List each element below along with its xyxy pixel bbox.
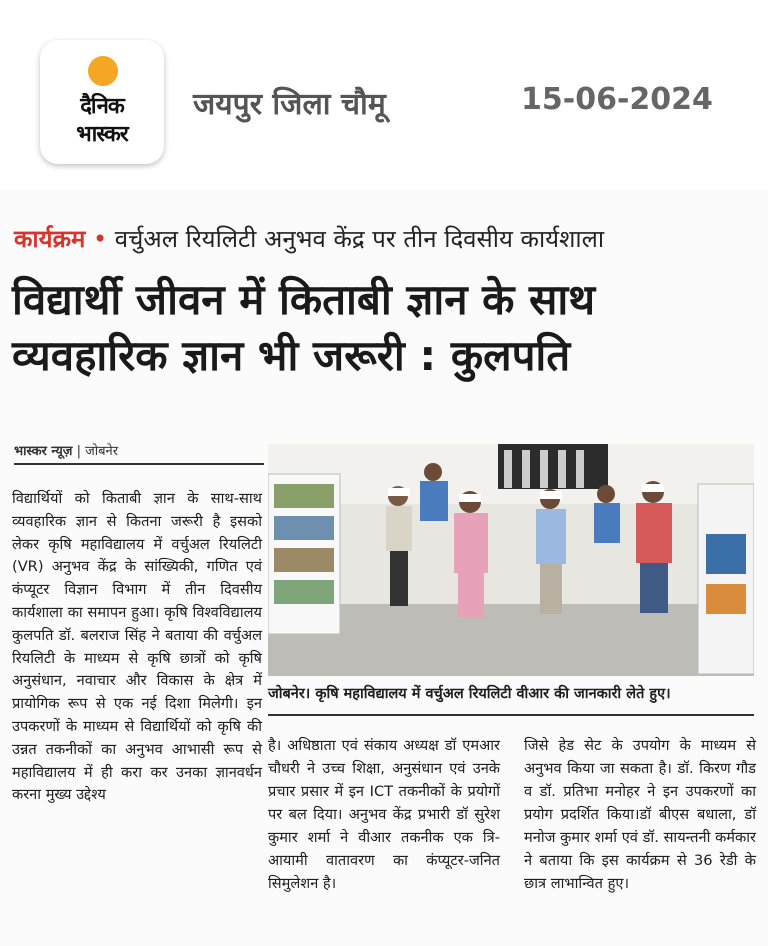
headline-line1: विद्यार्थी जीवन में किताबी ज्ञान के साथ — [12, 275, 596, 324]
news-photo — [268, 444, 754, 676]
article-column-1: विद्यार्थियों को किताबी ज्ञान के साथ-साथ व्यवहारिक ज्ञान से कितना जरूरी है इसको लेकर कृषि महाविद्यालय में वर्चुअल रियलिटी (VR) अनुभव केंद्र के सांख्यिकी, गणित एवं कंप्यूटर विज्ञान विभाग में तीन दिवसीय कार्यशाला का समापन हुआ। कृषि विश्वविद्यालय कुलपति डॉ. बलराज सिंह ने बताया की वर्चुअल रियलिटी के माध्यम से कृषि छात्रों को कृषि अनुसंधान, नवाचार और विकास के क्षेत्र में प्रायोगिक रूप से एक नई दिशा मिलेगी। इन उपकरणों के माध्यम से विद्यार्थियों को कृषि की उन्नत तकनीकों का अनुभव आभासी रूप से महाविद्यालय में ही करा कर उनका ज्ञानवर्धन करना मुख्य उद्देश्य — [12, 490, 262, 804]
byline — [14, 441, 264, 465]
headline — [12, 272, 760, 384]
sun-icon — [88, 56, 118, 86]
photo-illustration — [268, 444, 754, 676]
headline-line2: व्यवहारिक ज्ञान भी जरूरी : कुलपति — [12, 331, 571, 380]
article-column-2: है। अधिष्ठाता एवं संकाय अध्यक्ष डॉ एमआर चौधरी ने उच्च शिक्षा, अनुसंधान एवं उनके प्रचार प्रसार में इन ICT तकनीकों के प्रयोगों पर बल दिया। अनुभव केंद्र प्रभारी डॉ सुरेश कुमार शर्मा ने वीआर तकनीक एक त्रि-आयामी वातावरण का कंप्यूटर-जनित सिमुलेशन है। — [268, 737, 500, 892]
article-column-3: जिसे हेड सेट के उपयोग के माध्यम से अनुभव किया जा सकता है। डॉ. किरण गौड व डॉ. प्रतिभा मनोहर ने इन उपकरणों का प्रयोग प्रदर्शित किया।डॉ बीएस बधाला, डॉ मनोज कुमार शर्मा एवं डॉ. सायन्तनी कर्मकार ने बताया कि इस कार्यक्रम से 36 रेडी के छात्र लाभान्वित हुए। — [524, 737, 756, 892]
caption-divider — [268, 714, 754, 716]
byline-source: भास्कर न्यूज़ — [14, 444, 73, 459]
byline-divider: | — [76, 444, 86, 459]
logo-line1: दैनिक — [80, 94, 124, 119]
byline-place: जोबनेर — [85, 444, 119, 459]
article-kicker — [14, 222, 604, 255]
logo-line2: भास्कर — [76, 122, 128, 147]
edition-date: 15-06-2024 — [521, 82, 713, 117]
kicker-tag: कार्यक्रम — [14, 225, 86, 253]
edition-place: जयपुर जिला चौमू — [193, 87, 386, 122]
dainik-bhaskar-logo[interactable] — [40, 40, 164, 164]
photo-caption: जोबनेर। कृषि महाविद्यालय में वर्चुअल रियलिटी वीआर की जानकारी लेते हुए। — [268, 686, 671, 702]
kicker-text: वर्चुअल रियलिटी अनुभव केंद्र पर तीन दिवसीय कार्यशाला — [114, 225, 605, 253]
page-header — [0, 0, 768, 190]
kicker-separator: • — [93, 225, 108, 253]
